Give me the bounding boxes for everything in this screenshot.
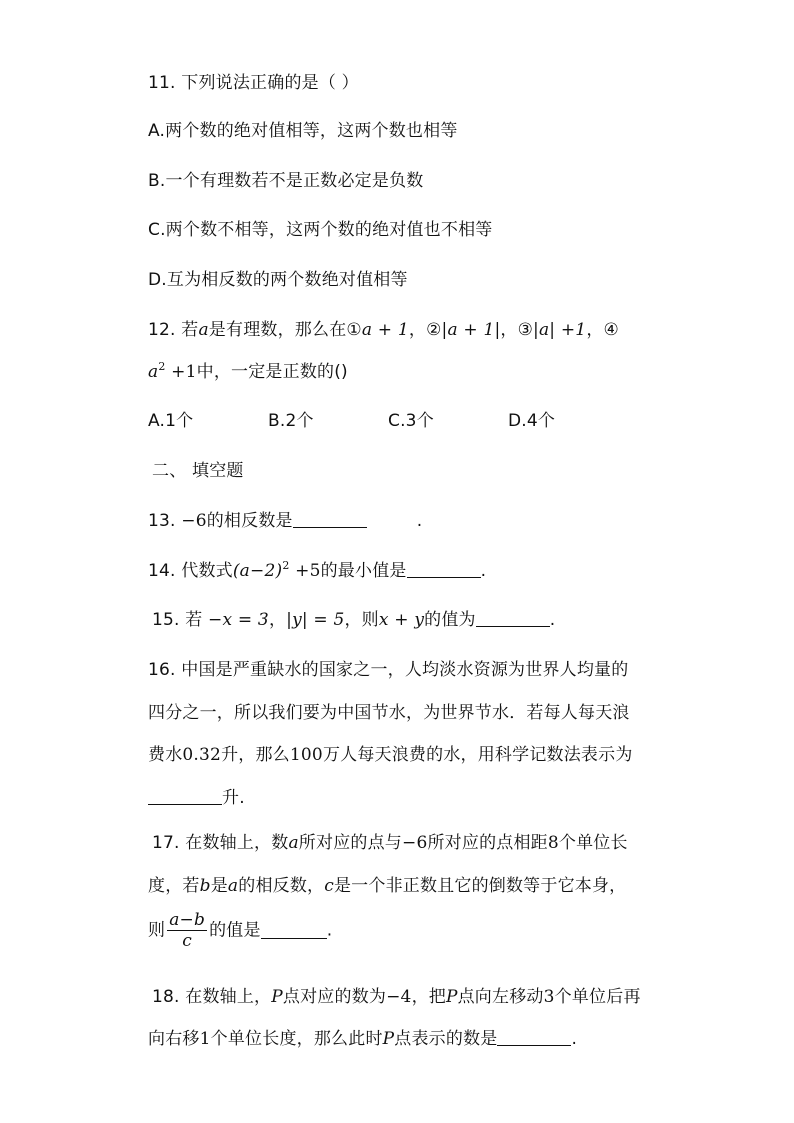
q17-line1 bbox=[152, 832, 628, 854]
q15-text: 的值为 bbox=[424, 610, 476, 630]
q16-text: 升，那么 bbox=[221, 745, 290, 765]
q18-var-p: P bbox=[445, 987, 458, 1007]
q14-expr-rest: +5 bbox=[289, 561, 321, 581]
q18-text: ，把 bbox=[411, 987, 446, 1007]
q17-text: 度，若 bbox=[148, 876, 200, 896]
q17-line3 bbox=[148, 910, 332, 951]
q12-sep: ， bbox=[408, 320, 427, 340]
q14-text: 14. 代数式 bbox=[148, 561, 233, 581]
q18-number: 1 bbox=[199, 1029, 211, 1049]
answer-blank bbox=[148, 788, 222, 805]
section-heading-text: 二、 填空题 bbox=[152, 461, 244, 481]
q12-text: 12. 若 bbox=[148, 320, 199, 340]
answer-blank bbox=[407, 561, 481, 578]
q11-option-a bbox=[148, 120, 458, 142]
answer-blank bbox=[497, 1029, 571, 1046]
q14-expr: (a−2) bbox=[232, 561, 283, 581]
q18-text: 18. 在数轴上， bbox=[152, 987, 272, 1007]
q17-var-a: a bbox=[288, 833, 299, 853]
q13-text: 13. bbox=[148, 511, 182, 531]
q18-line1 bbox=[152, 986, 641, 1008]
q12-option-a: A.1个 bbox=[148, 411, 194, 431]
q12-var-a: a bbox=[198, 320, 209, 340]
q16-number: 100 bbox=[289, 745, 323, 765]
q11-option-d-text: D.互为相反数的两个数绝对值相等 bbox=[148, 270, 408, 290]
q12-option-d: D.4个 bbox=[508, 411, 556, 431]
q18-tail: . bbox=[571, 1029, 578, 1049]
q18-text: 点向左移动 bbox=[457, 987, 544, 1007]
q12-sep: ， bbox=[500, 320, 518, 340]
q17-text: 的值是 bbox=[209, 920, 261, 941]
q17-var-c: c bbox=[324, 876, 334, 896]
q12-expr-4-base: a bbox=[148, 362, 159, 382]
q14 bbox=[148, 560, 486, 582]
q12-stem-line1 bbox=[148, 319, 619, 341]
q15 bbox=[152, 609, 555, 631]
q12-option-c: C.3个 bbox=[388, 411, 434, 431]
q15-tail: . bbox=[549, 610, 556, 630]
q16-line4 bbox=[148, 787, 245, 809]
q15-text: ，则 bbox=[344, 610, 379, 630]
q12-options bbox=[148, 410, 628, 432]
q16-number: 0.32 bbox=[182, 745, 222, 765]
q12-stem-line2 bbox=[148, 361, 348, 383]
q12-expr-2: |a + 1| bbox=[441, 320, 501, 340]
q12-text: 中，一定是正数的() bbox=[196, 362, 348, 382]
q11-stem-text: 11. 下列说法正确的是（ ） bbox=[148, 73, 359, 93]
circled-two: ② bbox=[426, 320, 442, 340]
q14-tail: . bbox=[480, 561, 487, 581]
q15-expr-1: −x = 3 bbox=[208, 610, 269, 630]
q14-text: 的最小值是 bbox=[320, 561, 407, 581]
q16-text: 四分之一，所以我们要为中国节水，为世界节水．若每人每天浪 bbox=[148, 703, 630, 723]
q13-expr: −6 bbox=[181, 511, 207, 531]
q14-exponent: 2 bbox=[282, 559, 290, 572]
q17-text: 所对应的点与 bbox=[298, 833, 402, 853]
q18-text: 个单位后再 bbox=[554, 987, 641, 1007]
circled-four: ④ bbox=[603, 320, 619, 340]
q18-line2 bbox=[148, 1028, 577, 1050]
q15-text: ， bbox=[268, 610, 287, 630]
q18-text: 点表示的数是 bbox=[394, 1029, 498, 1049]
q12-expr-4-rest: +1 bbox=[165, 362, 197, 382]
q16-text: 万人每天浪费的水，用科学记数法表示为 bbox=[322, 745, 633, 765]
q18-text: 个单位长度，那么此时 bbox=[210, 1029, 383, 1049]
answer-blank bbox=[261, 922, 327, 939]
q18-number: −4 bbox=[386, 987, 412, 1007]
q12-option-b: B.2个 bbox=[268, 411, 314, 431]
answer-blank bbox=[476, 610, 550, 627]
q17-line2 bbox=[148, 875, 626, 897]
q13 bbox=[148, 510, 422, 532]
q11-option-c bbox=[148, 219, 492, 241]
q12-expr-4-exponent: 2 bbox=[158, 360, 166, 373]
q16-text: 费水 bbox=[148, 745, 183, 765]
q17-text: 则 bbox=[148, 920, 166, 941]
q17-text: 个单位长 bbox=[558, 833, 628, 853]
q18-var-p: P bbox=[382, 1029, 395, 1049]
fraction-denominator: c bbox=[182, 931, 192, 951]
q12-text: 是有理数，那么在 bbox=[208, 320, 347, 340]
q11-option-b-text: B.一个有理数若不是正数必定是负数 bbox=[148, 171, 424, 191]
q11-option-a-text: A.两个数的绝对值相等，这两个数也相等 bbox=[148, 121, 458, 141]
q17-var-a: a bbox=[227, 876, 239, 896]
q16-line3 bbox=[148, 744, 633, 766]
circled-three: ③ bbox=[517, 320, 534, 340]
circled-one: ① bbox=[346, 320, 362, 340]
q11-option-d bbox=[148, 269, 408, 291]
q15-text: 15. 若 bbox=[152, 610, 209, 630]
q17-text: 的相反数， bbox=[238, 876, 325, 896]
q12-sep: ， bbox=[586, 320, 604, 340]
q11-option-c-text: C.两个数不相等，这两个数的绝对值也不相等 bbox=[148, 220, 493, 240]
q13-tail: . bbox=[416, 511, 423, 531]
fraction-numerator: a−b bbox=[169, 910, 206, 930]
q18-number: 3 bbox=[543, 987, 555, 1007]
q17-fraction bbox=[167, 910, 207, 951]
q12-expr-1: a + 1 bbox=[361, 320, 409, 340]
q18-text: 点对应的数为 bbox=[282, 987, 387, 1007]
q17-text: 所对应的点相距 bbox=[427, 833, 548, 853]
q17-text: 是一个非正数且它的倒数等于它本身， bbox=[333, 876, 627, 896]
q17-tail: . bbox=[326, 920, 333, 941]
q18-var-p: P bbox=[271, 987, 283, 1007]
q12-expr-3: |a| +1 bbox=[533, 320, 587, 340]
q15-expr-3: x + y bbox=[378, 610, 425, 630]
section-heading bbox=[152, 460, 244, 482]
q16-line2 bbox=[148, 702, 630, 724]
q17-text: 是 bbox=[210, 876, 228, 896]
q17-text: 17. 在数轴上，数 bbox=[152, 833, 289, 853]
q11-option-b bbox=[148, 170, 423, 192]
q17-var-b: b bbox=[199, 876, 211, 896]
q16-text: 升. bbox=[222, 788, 245, 808]
q11-stem bbox=[148, 72, 359, 94]
q17-number: 8 bbox=[547, 833, 559, 853]
q13-text: 的相反数是 bbox=[206, 511, 293, 531]
q16-line1 bbox=[148, 659, 628, 681]
q15-expr-2: |y| = 5 bbox=[286, 610, 345, 630]
q16-text: 16. 中国是严重缺水的国家之一，人均淡水资源为世界人均量的 bbox=[148, 660, 629, 680]
q17-number: −6 bbox=[402, 833, 428, 853]
answer-blank bbox=[293, 511, 367, 528]
q18-text: 向右移 bbox=[148, 1029, 200, 1049]
